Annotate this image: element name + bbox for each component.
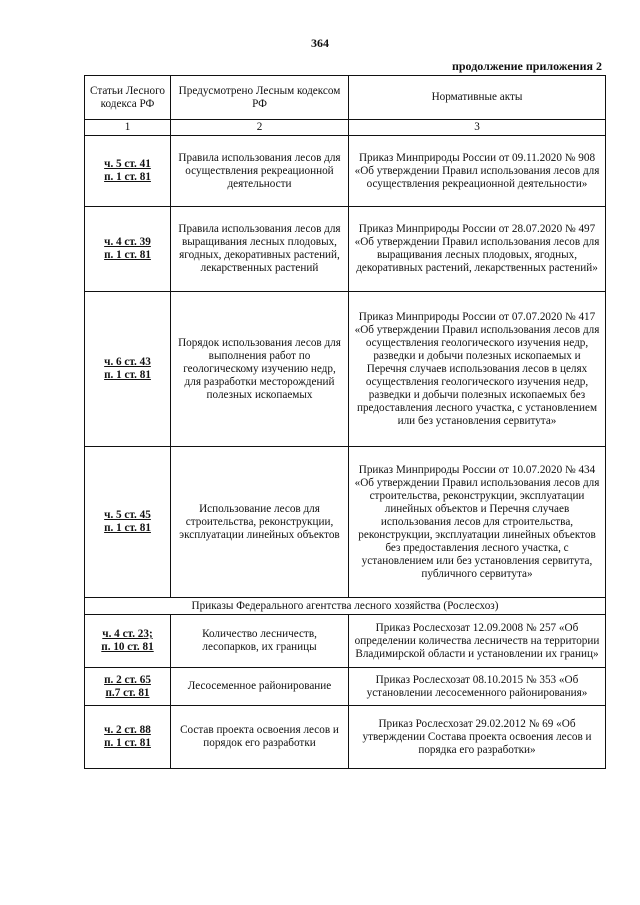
- table-row: [85, 136, 606, 207]
- article-ref: п. 1 ст. 81: [104, 249, 151, 261]
- column-number: 3: [349, 120, 606, 136]
- section-header-row: [85, 598, 606, 615]
- act-cell: Приказ Минприроды России от 10.07.2020 № 434 «Об утверждении Правил использования лесов для строительства, реконструкции, эксплуатации линейных объектов и Перечня случаев использования лесов для строительства, реконструкции, эксплуатации линейных объектов без предоставления лесного участка, с установлением или без установления сервитута, публичного сервитута»: [349, 447, 606, 598]
- article-ref: п.7 ст. 81: [105, 686, 150, 699]
- article-cell: [85, 292, 171, 447]
- article-ref: п. 2 ст. 65: [104, 673, 151, 686]
- act-cell: Приказ Минприроды России от 09.11.2020 № 908 «Об утверждении Правил использования лесов для осуществления рекреационной деятельности»: [349, 136, 606, 207]
- table-row: [85, 668, 606, 706]
- article-cell: [85, 207, 171, 292]
- article-ref: п. 1 ст. 81: [104, 737, 151, 749]
- continuation-note: продолжение приложения 2: [451, 59, 602, 73]
- section-title: Приказы Федерального агентства лесного хозяйства (Рослесхоз): [85, 598, 606, 615]
- provision-cell: Правила использования лесов для осуществления рекреационной деятельности: [171, 136, 349, 207]
- column-number: 2: [171, 120, 349, 136]
- column-number: 1: [85, 120, 171, 136]
- act-cell: Приказ Рослесхозат 29.02.2012 № 69 «Об утверждении Состава проекта освоения лесов и порядка его разработки»: [349, 706, 606, 769]
- article-cell: [85, 706, 171, 769]
- act-cell: Приказ Рослесхозат 12.09.2008 № 257 «Об определении количества лесничеств на территории Владимирской области и установлении их границ»: [349, 615, 606, 668]
- article-ref: п. 10 ст. 81: [101, 641, 154, 653]
- page-number: 364: [311, 36, 329, 50]
- article-ref: ч. 5 ст. 45: [104, 509, 151, 521]
- provision-cell: Лесосеменное районирование: [171, 668, 349, 706]
- article-cell: [85, 668, 171, 706]
- act-cell: Приказ Минприроды России от 28.07.2020 № 497 «Об утверждении Правил использования лесов для выращивания лесных плодовых, ягодных, декоративных растений, лекарственных растений»: [349, 207, 606, 292]
- article-cell: [85, 136, 171, 207]
- article-ref: ч. 4 ст. 23;: [102, 628, 153, 640]
- table-row: [85, 292, 606, 447]
- regulations-table: [84, 75, 606, 769]
- article-ref: п. 1 ст. 81: [104, 522, 151, 534]
- column-number-row: [85, 120, 606, 136]
- article-ref: ч. 5 ст. 41: [104, 158, 151, 170]
- article-ref: п. 1 ст. 81: [104, 171, 151, 183]
- act-cell: Приказ Минприроды России от 07.07.2020 № 417 «Об утверждении Правил использования лесов для осуществления геологического изучения недр, разведки и добычи полезных ископаемых и Перечня случаев использования лесов в целях осуществления геологического изучения недр, разведки и добычи полезных ископаемых без предоставления лесного участка, с установлением или без установления сервитута»: [349, 292, 606, 447]
- article-cell: [85, 615, 171, 668]
- table-row: [85, 207, 606, 292]
- table-header-row: [85, 76, 606, 120]
- provision-cell: Использование лесов для строительства, реконструкции, эксплуатации линейных объектов: [171, 447, 349, 598]
- provision-cell: Состав проекта освоения лесов и порядок его разработки: [171, 706, 349, 769]
- table-row: [85, 615, 606, 668]
- provision-cell: Количество лесничеств, лесопарков, их границы: [171, 615, 349, 668]
- provision-cell: Порядок использования лесов для выполнения работ по геологическому изучению недр, для разработки месторождений полезных ископаемых: [171, 292, 349, 447]
- article-ref: ч. 6 ст. 43: [104, 356, 151, 368]
- article-cell: [85, 447, 171, 598]
- table-row: [85, 447, 606, 598]
- table-row: [85, 706, 606, 769]
- article-ref: п. 1 ст. 81: [104, 369, 151, 381]
- header-provision: Предусмотрено Лесным кодексом РФ: [171, 76, 349, 120]
- act-cell: Приказ Рослесхозат 08.10.2015 № 353 «Об установлении лесосеменного районирования»: [349, 668, 606, 706]
- provision-cell: Правила использования лесов для выращивания лесных плодовых, ягодных, декоративных растений, лекарственных растений: [171, 207, 349, 292]
- header-acts: Нормативные акты: [349, 76, 606, 120]
- header-articles: Статьи Лесного кодекса РФ: [85, 76, 171, 120]
- article-ref: ч. 2 ст. 88: [104, 724, 151, 736]
- article-ref: ч. 4 ст. 39: [104, 236, 151, 248]
